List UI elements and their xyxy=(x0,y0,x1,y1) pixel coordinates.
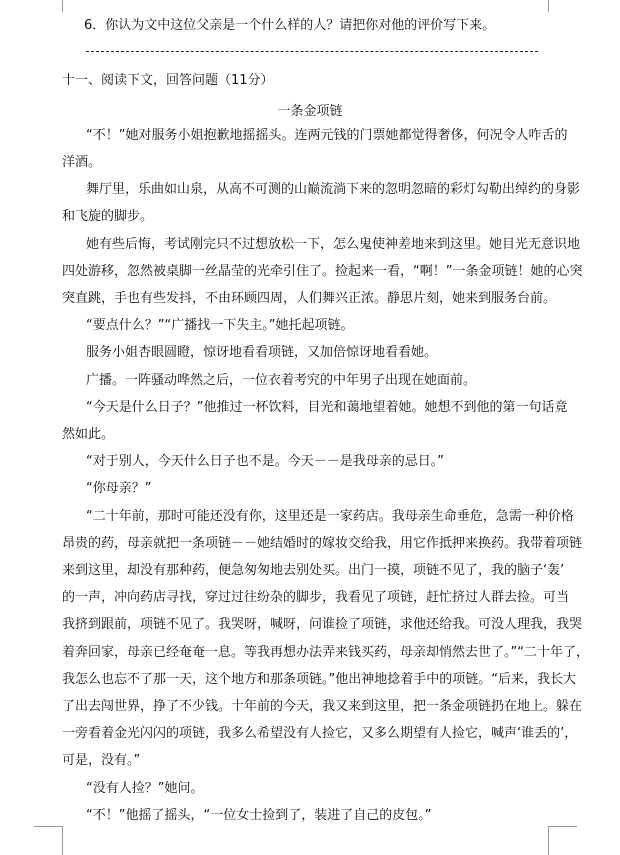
text-line: “要点什么？”“广播找一下失主。”她托起项链。 xyxy=(86,318,354,333)
text-line: 然如此。 xyxy=(62,427,115,442)
article-title: 一条金项链 xyxy=(277,104,343,119)
text-line: 四处游移，忽然被桌脚一丝晶莹的光牵引住了。捡起来一看，“啊！”一条金项链！她的心突 xyxy=(62,264,583,279)
text-line: 来到这里，却没有那种药，便急匆匆地去别处买。出门一摸，项链不见了，我的脑子‘轰’ xyxy=(62,563,565,578)
text-line: “你母亲？” xyxy=(86,481,152,496)
text-line: 广播。一阵骚动哗然之后，一位衣着考究的中年男子出现在她面前。 xyxy=(86,373,477,388)
crop-mark-top-right xyxy=(548,0,549,12)
text-line: 我挤到跟前，项链不见了。我哭呀，喊呀，问谁捡了项链，求他还给我。可没人理我，我哭 xyxy=(62,617,583,632)
text-line: 可是，没有。” xyxy=(62,753,141,768)
crop-mark-bottom-right-v xyxy=(548,826,549,855)
text-line: “不！”他摇了摇头，“一位女士捡到了，装进了自己的皮包。” xyxy=(86,808,432,823)
text-line: 和飞旋的脚步。 xyxy=(62,209,154,224)
text-line: 她有些后悔，考试刚完只不过想放松一下，怎么鬼使神差地来到这里。她目光无意识地 xyxy=(86,237,581,252)
text-line: 昂贵的药，母亲就把一条项链－－她结婚时的嫁妆交给我，用它作抵押来换药。我带着项链 xyxy=(62,536,583,551)
text-line: 一旁看着金光闪闪的项链，我多么希望没有人捡它，又多么期望有人捡它，喊声‘谁丢的’， xyxy=(62,726,578,741)
text-line: “今天是什么日子？”他推过一杯饮料，目光和蔼地望着她。她想不到他的第一句话竟 xyxy=(86,400,568,415)
text-line: “二十年前，那时可能还没有你，这里还是一家药店。我母亲生命垂危，急需一种价格 xyxy=(86,509,574,524)
text-line: 突直跳，手也有些发抖，不由环顾四周，人们舞兴正浓。静思片刻，她来到服务台前。 xyxy=(62,291,557,306)
text-line: 的一声，冲向药店寻找，穿过过往纷杂的脚步，我看见了项链，赶忙挤过人群去捡。可当 xyxy=(62,590,570,605)
crop-mark-bottom-left-h xyxy=(34,826,62,827)
crop-mark-bottom-left-v xyxy=(62,826,63,855)
text-line: “不！”她对服务小姐抱歉地摇摇头。连两元钱的门票她都觉得奢侈，何况令人咋舌的 xyxy=(86,128,568,143)
text-line: 了出去闯世界，挣了不少钱。十年前的今天，我又来到这里，把一条金项链扔在地上。躲在 xyxy=(62,699,583,714)
text-line: “没有人捡？”她问。 xyxy=(86,781,204,796)
answer-line xyxy=(86,51,538,52)
text-line: 我怎么也忘不了那一天，这个地方和那条项链。”他出神地捻着手中的项链。“后来，我长大 xyxy=(62,672,576,687)
text-line: 舞厅里，乐曲如山泉，从高不可测的山巅流淌下来的忽明忽暗的彩灯勾勒出绰约的身影 xyxy=(86,182,581,197)
section-header: 十一、阅读下文，回答问题（11分） xyxy=(62,73,274,88)
text-line: “对于别人，今天什么日子也不是。今天－－是我母亲的忌日。” xyxy=(86,454,444,469)
crop-mark-bottom-right-h xyxy=(549,826,577,827)
text-line: 着奔回家，母亲已经奄奄一息。等我再想办法弄来钱买药，母亲却悄然去世了。”“二十年了， xyxy=(62,645,589,660)
crop-mark-top-left xyxy=(62,0,63,12)
text-line: 服务小姐杏眼圆瞪，惊讶地看看项链，又加倍惊讶地看看她。 xyxy=(86,345,438,360)
question-6: 6．你认为文中这位父亲是一个什么样的人？请把你对他的评价写下来。 xyxy=(84,18,496,33)
text-line: 洋酒。 xyxy=(62,155,102,170)
